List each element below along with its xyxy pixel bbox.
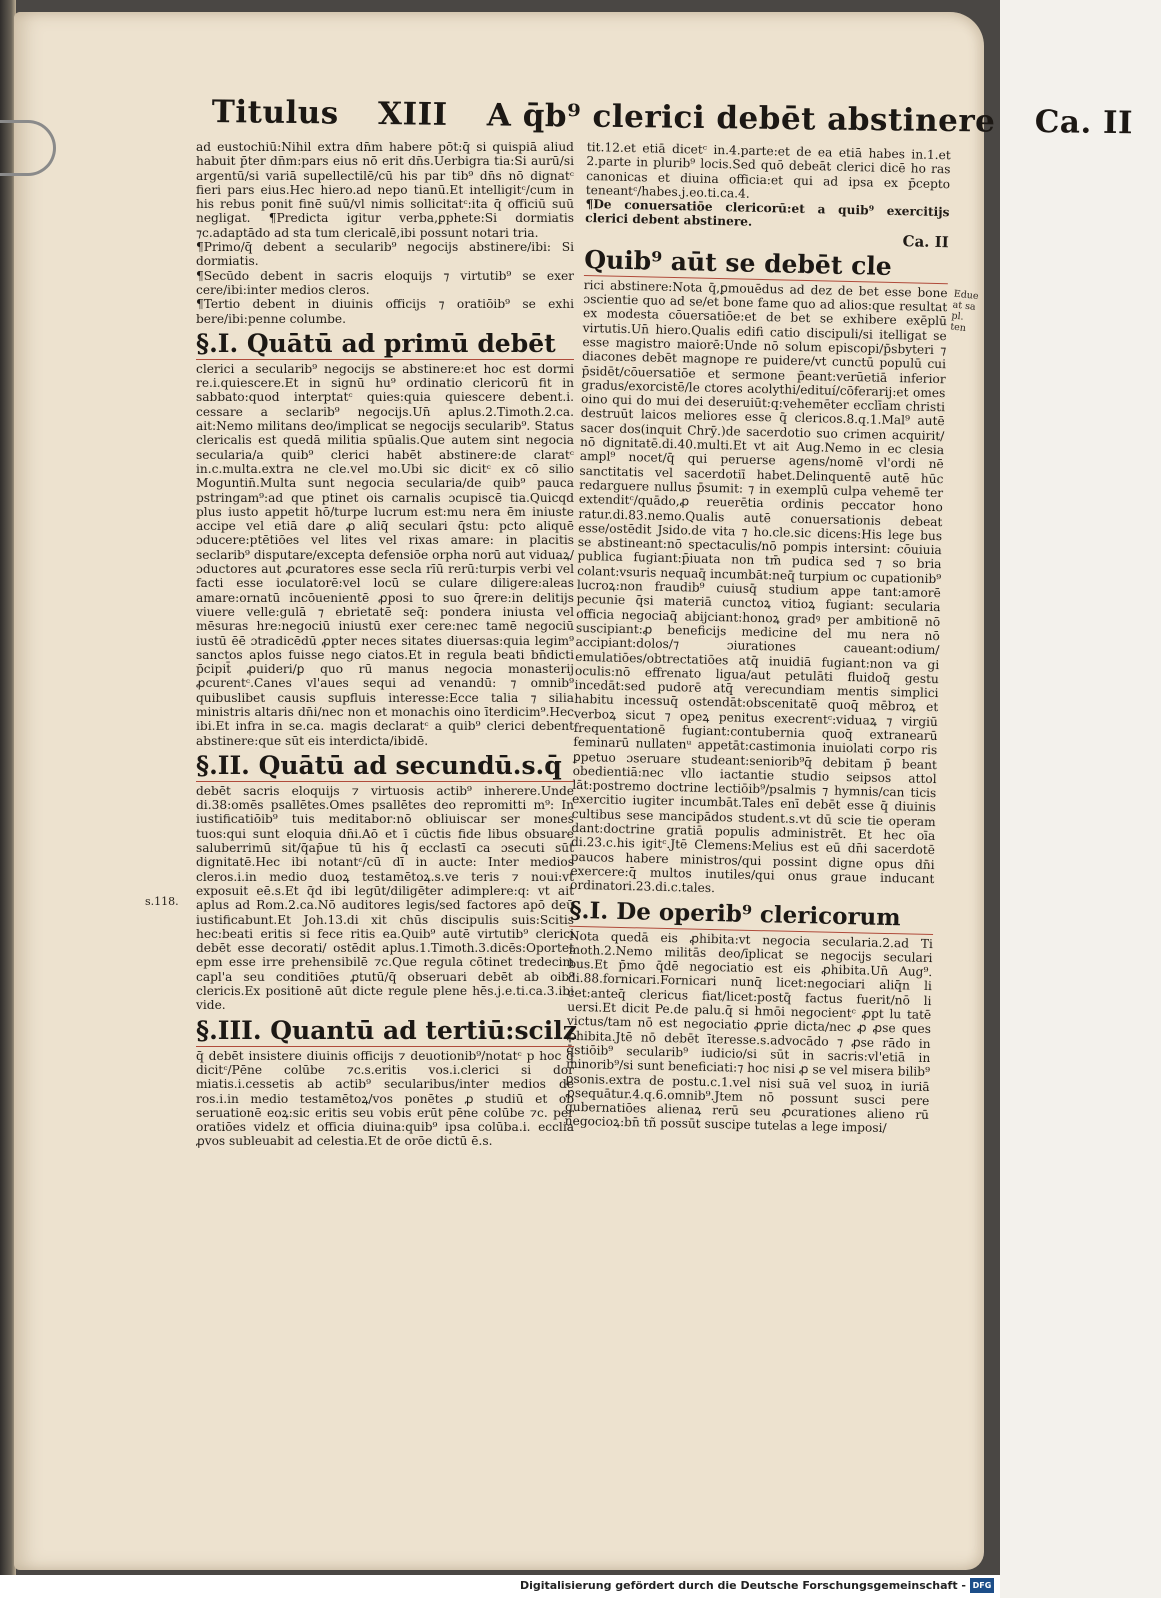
left-paragraph-3: q̄ debēt insistere diuinis officijs ⁊ deuotionib⁹/notatᶜ p hoc q̄ dicitᶜ/Pēne colūbe ⁊c.s.eritis vos.i.clerici si dor miatis.i.cessetis ab actib⁹ secularibus/inter medios de ros.i.in medio testamētoꝝ/vos ponētes ꝓ studiū et ob seruationē eoꝝ:sic eritis seu vobis erūt pēne colūbe ⁊c. per oratiōes videlz et officia diuina:quib⁹ ipsa colūba.i. ecclia ꝓvos subleuabit ad celestia.Et de orōe dictū ē.s. [196, 1048, 574, 1149]
page-clip [0, 120, 56, 176]
right-intro-paragraph: tit.12.et etiā dicetᶜ in.4.parte:et de ea etiā habes in.1.et 2.parte in plurib⁹ locis.Sed quō debeāt clerici dicē ho ras canonicas et diuina officia:et qui ad ipsa ex p̄cepto teneantᶜ/habes.j.eo.ti.ca.4. [585, 140, 951, 201]
left-intro-paragraph: ad eustochiū:Nihil extra dn̄m habere pōt:q̄ si quispiā aliud habuit p̄ter dn̄m:pars eius nō erit dn̄s.Uerbigra tia:Si aurū/si argentū/si variā supellectilē/cū his par tib⁹ dn̄s nō dignatᶜ fieri pars eius.Hec hiero.ad nepo tianū.Et intelligitᶜ/cum in his rebus ponit finē suū/vl nimis sollicitatᶜ:ita q̄ officiū suū negligat. ¶Predicta igitur verba,ꝑphete:Si dormiatis ⁊c.adaptādo ad sta tum clericalē,ibi possunt notari tria. [196, 140, 574, 240]
right-column [565, 140, 951, 1137]
running-head-chapter: Ca. II [1034, 104, 1134, 142]
running-head-titulus: Titulus [211, 94, 339, 132]
left-paragraph-2: debēt sacris eloquijs ⁊ virtuosis actib⁹ inherere.Unde di.38:omēs psallētes.Omes psallētes deo repromitti m⁹: In iustificatiōib⁹ tuis meditabor:nō obliuiscar ser mones tuos:qui sunt eloquia dn̄i.Aō et ī cūctis fide libus obsuare saluberrimū sit/q̄ap̄ue tū his q̄ ecclastī ca ɔsecuti sūt dignitatē.Hec ibi notantᶜ/cū dī in aucte: Inter medios cleros.i.in medio duoꝝ testamētoꝝ.s.ve teris ⁊ noui:vt exposuit eē.s.Et q̄d ibi legūt/diligēter adimplere:q: vt ait aplus ad Rom.2.ca.Nō auditores legis/sed factores apō deū iustificabunt.Et Joh.13.di xit chūs discipulis suis:Scitis hec:beati eritis si fece ritis ea.Quib⁹ autē virtutib⁹ clerici debēt esse decorati/ ostēdit aplus.1.Timoth.3.dicēs:Oportet epm esse irre prehensibilē ⁊c.Que regula cōtinet tredecim capl'a seu conditiōes ꝓtutū/q̄ obseruari debēt ab oib⁹ clericis.Ex positionē aūt dicte regule plene hēs.j.e.ti.ca.3.ibi vide. [196, 783, 574, 1013]
section-heading-3: §.III. Quantū ad tertiū:scilz [196, 1015, 577, 1045]
margin-note-right: Edue at sa pl. ten [949, 288, 980, 334]
section-heading-1: §.I. Quātū ad primū debēt [196, 329, 574, 360]
right-paragraph-1: rici abstinere:Nota q̄,ꝑmouēdus ad dez de bet esse bone ɔscientie quo ad se/et bone fame quo ad alios:que resultat ex modesta cōuersatiōe:et de bet se exhibere exēplū virtutis.Un̄ hiero.Qualis edifi catio discipuli/si itelligat se esse magistro maiorē:Unde nō solum episcopi/p̄sbyteri ⁊ diacones debēt magnope re puidere/vt cunctū populū cui p̄sidēt/cōuersatiōe et sermone p̄eant:verūetiā inferior gradus/exorcistē/le ctores acolythi/edituí/cōferarij:et omes oino qui do mui dei deseruiūt:q:vehemēter ecclīam christi destruūt laicos meliores esse q̄ clericos.8.q.1.Mal⁹ autē sacer dos(inquit Chrȳ.)de sacerdotio suo crimen acquirit/ nō dignitatē.di.40.multi.Et vt ait Aug.Nemo in ec clesia ampl⁹ nocet/q̄ qui peruerse agens/nomē vl'ordi nē sanctitatis vel sacerdotiī habet.Delinquentē autē hūc redarguere nullus p̄sumit: ⁊ in exemplū culpa vehemē ter extenditᶜ/quādo,ꝓ reuerētia ordinis peccator hono ratur.di.83.nemo.Qualis autē conuersationis debeat esse/ostēdit Jsido.de vita ⁊ ho.cle.sic dicens:His lege bus se abstineant:nō spectaculis/nō pompis intersint: cōuiuia publica fugiant:p̄iuata non tm̄ pudica sed ⁊ so bria colant:vsuris nequaq̄ incumbāt:neq̄ turpium oc cupationib⁹ lucroꝝ:non fraudib⁹ cuiusq̄ studium appe tant:amorē pecunie q̄si materiā cunctoꝝ vitioꝝ fugiant: secularia officia negociaq̄ abijciant:honoꝝ gradꝰ per ambitionē nō suscipiant:ꝓ beneficijs medicine del mu nera nō accipiant:dolos/⁊ ɔiurationes caueant:odium/ emulatiōes/obtrectatiōes atq̄ inuidiā fugiant:non va gi oculis:nō effrenato ligua/aut petulāti fluidoq̄ gestu incedāt:sed pudorē atq̄ verecundiam mentis simplici habitu incessuq̄ ostendāt:obscenitatē quoq̄ mēbroꝝ et verboꝝ sicut ⁊ opeꝝ penitus execrentᶜ:viduaꝝ ⁊ virgiū frequentationē fugiant:contubernia quoq̄ extranearū feminarū nullatenᵘ appetāt:castimonia inuiolati corpo ris ꝑpetuo ɔseruare studeant:seniorib⁹q̄ debitam p̄ beant obedientiā:nec vllo iactantie studio seipsos attol lāt:postremo doctrine lectiōib⁹/psalmis ⁊ hymnis/can ticis exercitio iugiter incumbāt.Tales enī debēt esse q̄ diuinis cultibus sese mancipādos student.s.vt dū scie tie operam dant:doctrine gratiā populis administrēt. Et hec oīa di.23.c.his igitᶜ.Jtē Clemens:Melius est eū dn̄i sacerdotē paucos habere ministros/qui possint digne opus dn̄i exercere:q̄ multos inutiles/qui onus graue inducant ordinatori.23.di.c.tales. [569, 277, 948, 896]
left-point-1: ¶Primo/q̄ debent a secularib⁹ negocijs abstinere/ibi: Si dormiatis. [196, 240, 574, 269]
footer-credit: Digitalisierung gefördert durch die Deutsche Forschungsgemeinschaft - [519, 1579, 966, 1592]
margin-note-left: s.118. [145, 895, 179, 908]
chapter-mark: Ca. II [902, 231, 949, 252]
running-head-number: XIII [377, 96, 448, 133]
footer-bar [0, 1575, 1000, 1598]
left-paragraph-1: clerici a secularib⁹ negocijs se abstinere:et hoc est dormi re.i.quiescere.Et in signū hu⁹ ordinatio clericorū fit in sabbato:quod interptatᶜ quies:quia quiescere debent.i. cessare a seclarib⁹ negocijs.Un̄ aplus.2.Timoth.2.ca. ait:Nemo militans deo/implicat se negocijs secularib⁹. Status clericalis est quedā militia spūalis.Que autem sint negocia secularia/a quib⁹ clerici habēt abstinere:de claratᶜ in.c.multa.extra ne cle.vel mo.Ubi sic dicitᶜ ex cō silio Moguntin̄.Multa sunt negocia secularia/de quib⁹ pauca pstringam⁹:ad que ptinet ois carnalis ɔcupiscē tia.Quicqd plus iusto appetit hō/turpe lucrum est:mu nera ēm iniuste accipe vel etiā dare ꝓ aliq̄ seculari q̄stu: pcto aliquē ɔducere:ptētiōes vel lites vel rixas amare: in placitis seclarib⁹ disputare/excepta defensiōe orpha norū aut viduaꝝ/ɔductores aut ꝓcuratores esse secla rīū rerū:turpis verbi vel facti esse ioculatorē:vel locū se culare diligere:aleas amare:ornatū incōuenientē ꝓposi to suo q̄rere:in delitijs viuere velle:gulā ⁊ ebrietatē seq̄: pondera iniusta vel mēsuras hre:negociū iniustū exer cere:nec tamē negociū iustū ēē ɔtradicēdū ꝓpter neces sitates diuersas:quia legim⁹ sanctos aplos fuisse nego ciatos.Et in regula beati bn̄dicti p̄cipit̄ ꝓuideri/ꝑ quo rū manus negocia monasterij ꝓcurentᶜ.Canes vl'aues sequi ad venandū: ⁊ omnib⁹ quibuslibet causis supfluis interesse:Ecce talia ⁊ silia ministris altaris dn̄i/nec non et monachis oino īterdicim⁹.Hec ibi.Et infra in se.ca. magis declaratᶜ a quib⁹ clerici debent abstinere:que sūt eis interdicta/ibidē. [196, 361, 574, 748]
left-point-2: ¶Secūdo debent in sacris eloquijs ⁊ virtutib⁹ se exer cere/ibi:inter medios cleros. [196, 268, 574, 297]
section-heading-2: §.II. Quātū ad secundū.s.q̄ [196, 751, 574, 782]
dfg-logo: DFG [970, 1578, 994, 1593]
left-point-3: ¶Tertio debent in diuinis officijs ⁊ oratiōib⁹ se exhi bere/ibi:penne columbe. [196, 297, 574, 326]
left-column [196, 140, 577, 1149]
chapter-heading: Quib⁹ aūt se debēt cle [584, 245, 949, 284]
running-head-title: A q̄b⁹ clerici debēt abstinere [486, 97, 996, 140]
section-heading-de-operibus: §.I. De operib⁹ clericorum [569, 895, 934, 934]
right-paragraph-2: Nota quedā eis ꝓhibita:vt negocia secularia.2.ad Ti moth.2.Nemo militās deo/īplicat se negocijs seculari bus.Et p̄mo q̄dē negociatio est eis ꝓhibita.Un̄ Aug⁹. di.88.fornicari.Fornicari nunq̄ licet:negociari aliq̄n li cet:anteq̄ clericus fiat/licet:postq̄ factus fuerit/nō li uersi.Et dicit Pe.de palu.q̄ si hmōi negocientᶜ ꝓpt lu tatē victus/tam nō est negociatio ꝓprie dicta/nec ꝓ ꝓse ques ꝓhibita.Jtē nō debēt īteresse.s.advocādo ⁊ ꝓse rādo in q̄stiōib⁹ secularib⁹ iudicio/si sūt in sacris:vl'etiā in minorib⁹/si sunt beneficiati:⁊ hoc nisi ꝓ se vel misera bilib⁹ ꝑsonis.extra de postu.c.1.vel nisi suā vel suoꝝ in iuriā ꝓsequātur.4.q.6.omnib⁹.Jtem nō possunt susci pere gubernatiōes alienaꝝ rerū seu ꝓcurationes alieno rū negocioꝝ:bn̄ tñ possūt suscipe tutelas a lege imposi/ [564, 928, 934, 1136]
chapter-rubric: ¶De conuersatiōe clericorū:et a quib⁹ exercitijs clerici debent abstinere. [585, 197, 950, 230]
